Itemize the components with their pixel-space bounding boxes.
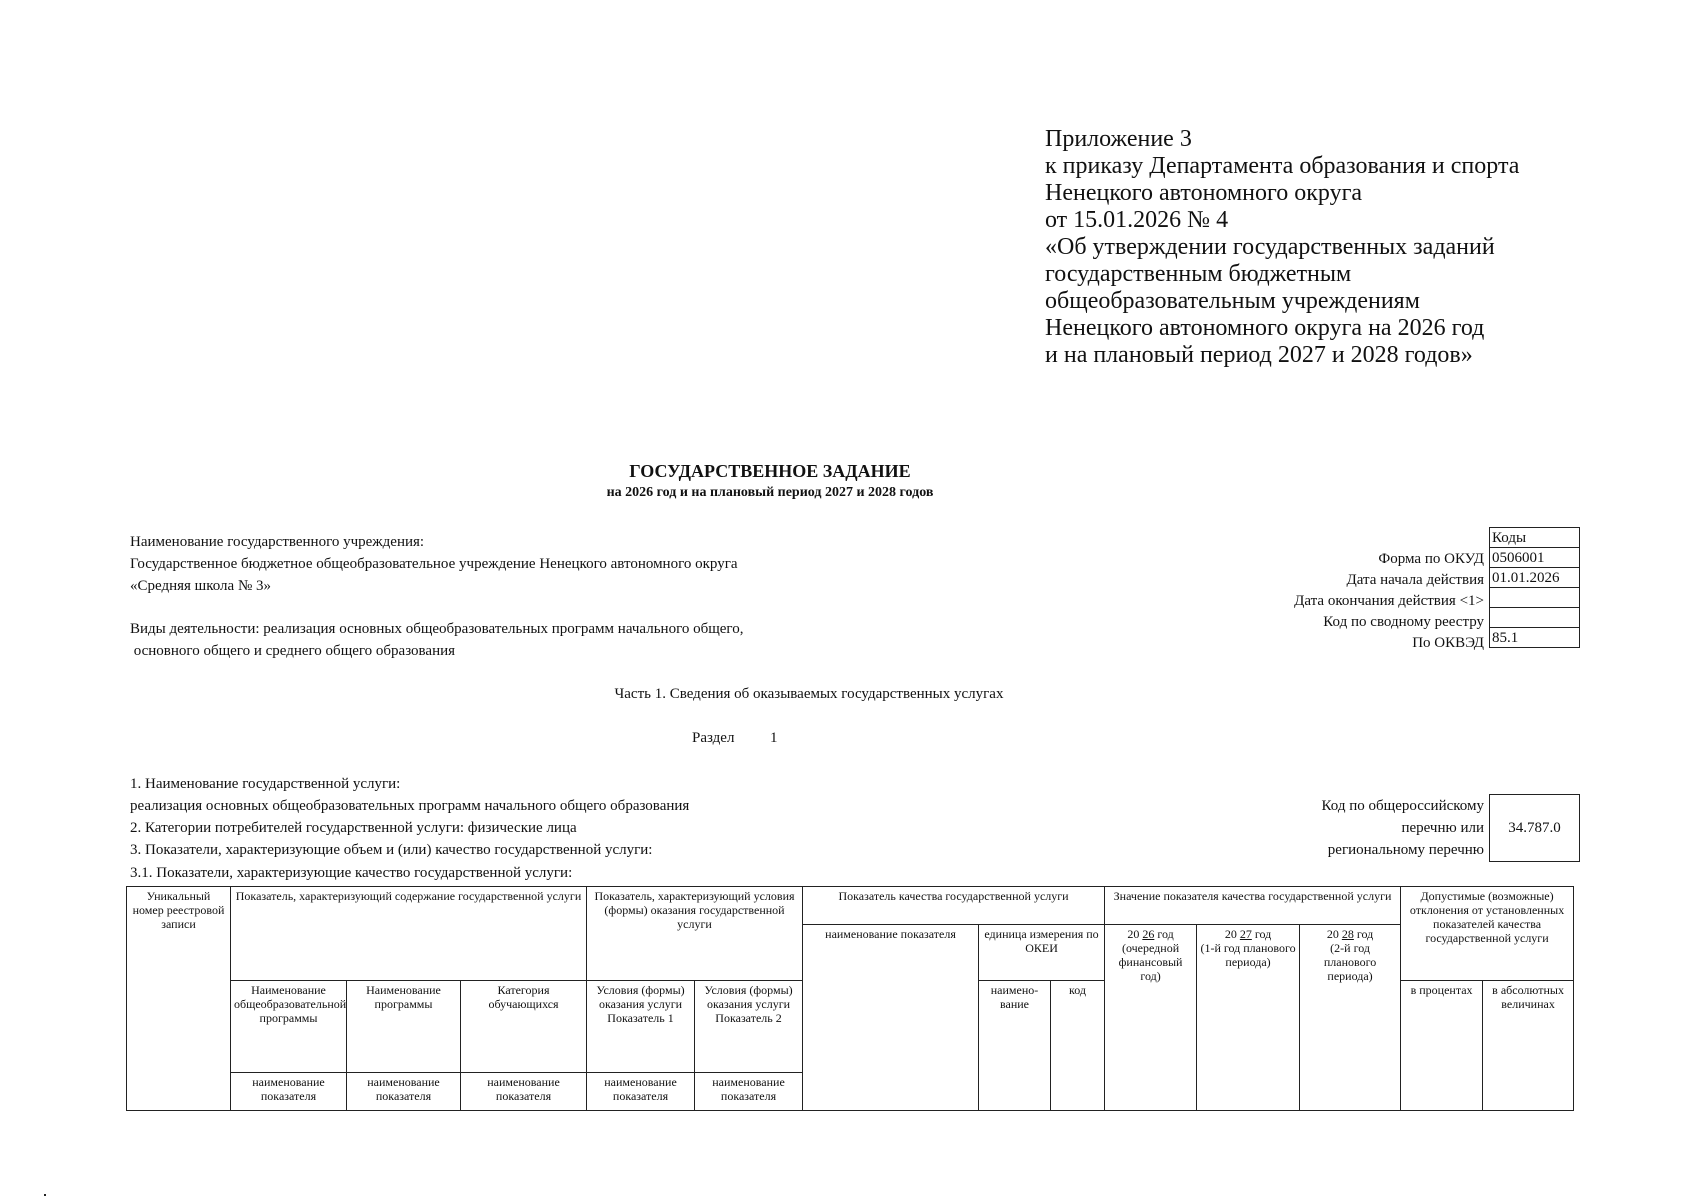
sub-header-condition1: Условия (формы) оказания услуги Показатель 1	[587, 981, 695, 1073]
code-list-label3: региональному перечню	[1327, 842, 1484, 858]
header-deviation: Допустимые (возможные) отклонения от установленных показателей качества государственной услуги	[1401, 887, 1574, 981]
header-quality: Показатель качества государственной услуги	[803, 887, 1105, 925]
year1-value: 26	[1142, 927, 1155, 941]
indicator-name-cell: наименование показателя	[347, 1073, 461, 1111]
sub-header-percent: в процентах	[1401, 981, 1483, 1111]
sub-header-unit-name: наимено-вание	[979, 981, 1051, 1111]
appendix-block	[1045, 126, 1519, 369]
document-title: ГОСУДАРСТВЕННОЕ ЗАДАНИЕ	[629, 461, 911, 481]
service-line3: 2. Категории потребителей государственной услуги: физические лица	[130, 820, 577, 836]
code-label: По ОКВЭД	[1412, 635, 1484, 651]
code-value: 0506001	[1490, 548, 1580, 568]
scan-dot	[44, 1194, 46, 1196]
sub-header-category: Категория обучающихся	[461, 981, 587, 1073]
indicator-name-cell: наименование показателя	[461, 1073, 587, 1111]
institution-label: Наименование государственного учреждения:	[130, 534, 425, 550]
appendix-line: «Об утверждении государственных заданий	[1045, 234, 1495, 260]
service-line1: 1. Наименование государственной услуги:	[130, 776, 401, 792]
codes-header: Коды	[1490, 528, 1580, 548]
appendix-line: общеобразовательным учреждениям	[1045, 288, 1420, 314]
sub-header-condition2: Условия (формы) оказания услуги Показатель 2	[695, 981, 803, 1073]
sub-header-absolute: в абсолютных величинах	[1483, 981, 1574, 1111]
code-list-value: 34.787.0	[1489, 794, 1580, 862]
indicator-name-cell: наименование показателя	[695, 1073, 803, 1111]
service-line5: 3.1. Показатели, характеризующие качество государственной услуги:	[130, 865, 573, 881]
service-line2: реализация основных общеобразовательных программ начального общего образования	[130, 798, 690, 814]
appendix-line: и на плановый период 2027 и 2028 годов»	[1045, 342, 1473, 368]
quality-indicators-table	[126, 886, 1574, 1111]
activities-line1: Виды деятельности: реализация основных общеобразовательных программ начального общего,	[130, 621, 744, 637]
code-value	[1490, 588, 1580, 608]
code-label: Дата начала действия	[1346, 572, 1484, 588]
header-year2: 20 27 год (1-й год планового периода)	[1197, 925, 1300, 1111]
appendix-line: Ненецкого автономного округа	[1045, 180, 1363, 206]
codes-labels	[1294, 528, 1484, 654]
sub-header-program-type: Наименование общеобразовательной программы	[231, 981, 347, 1073]
code-label: Дата окончания действия <1>	[1294, 593, 1484, 609]
appendix-line: Приложение 3	[1045, 126, 1192, 152]
activities-line2: основного общего и среднего общего образования	[130, 643, 456, 659]
appendix-line: от 15.01.2026 № 4	[1045, 207, 1229, 233]
header-year1: 20 26 год (очередной финансовый год)	[1105, 925, 1197, 1111]
indicator-name-cell: наименование показателя	[231, 1073, 347, 1111]
code-list-label1: Код по общероссийскому	[1321, 798, 1484, 814]
codes-table	[1489, 527, 1580, 648]
header-conditions: Показатель, характеризующий условия (формы) оказания государственной услуги	[587, 887, 803, 981]
institution-name-line2: «Средняя школа № 3»	[130, 578, 272, 594]
appendix-line: к приказу Департамента образования и спорта	[1045, 153, 1520, 179]
code-value: 01.01.2026	[1490, 568, 1580, 588]
document-subtitle: на 2026 год и на плановый период 2027 и 2028 годов	[606, 485, 934, 500]
year2-value: 27	[1239, 927, 1252, 941]
section-number: 1	[770, 730, 778, 746]
section-label: Раздел	[692, 730, 735, 746]
sub-header-program: Наименование программы	[347, 981, 461, 1073]
appendix-line: Ненецкого автономного округа на 2026 год	[1045, 315, 1485, 341]
code-label: Форма по ОКУД	[1378, 551, 1484, 567]
header-indicator-name: наименование показателя	[803, 925, 979, 1111]
code-value: 85.1	[1490, 628, 1580, 648]
header-unit: единица измерения по ОКЕИ	[979, 925, 1105, 981]
code-value	[1490, 608, 1580, 628]
header-content: Показатель, характеризующий содержание государственной услуги	[231, 887, 587, 981]
header-unique-number: Уникальный номер реестровой записи	[127, 887, 231, 1111]
appendix-line: государственным бюджетным	[1045, 261, 1352, 287]
header-year3: 20 28 год (2-й год планового периода)	[1300, 925, 1401, 1111]
institution-name-line1: Государственное бюджетное общеобразовательное учреждение Ненецкого автономного округа	[130, 556, 738, 572]
code-list-label2: перечню или	[1401, 820, 1484, 836]
header-value: Значение показателя качества государственной услуги	[1105, 887, 1401, 925]
part-title: Часть 1. Сведения об оказываемых государственных услугах	[614, 686, 1004, 702]
year3-value: 28	[1341, 927, 1354, 941]
code-label: Код по сводному реестру	[1323, 614, 1484, 630]
service-line4: 3. Показатели, характеризующие объем и (или) качество государственной услуги:	[130, 842, 653, 858]
sub-header-unit-code: код	[1051, 981, 1105, 1111]
indicator-name-cell: наименование показателя	[587, 1073, 695, 1111]
